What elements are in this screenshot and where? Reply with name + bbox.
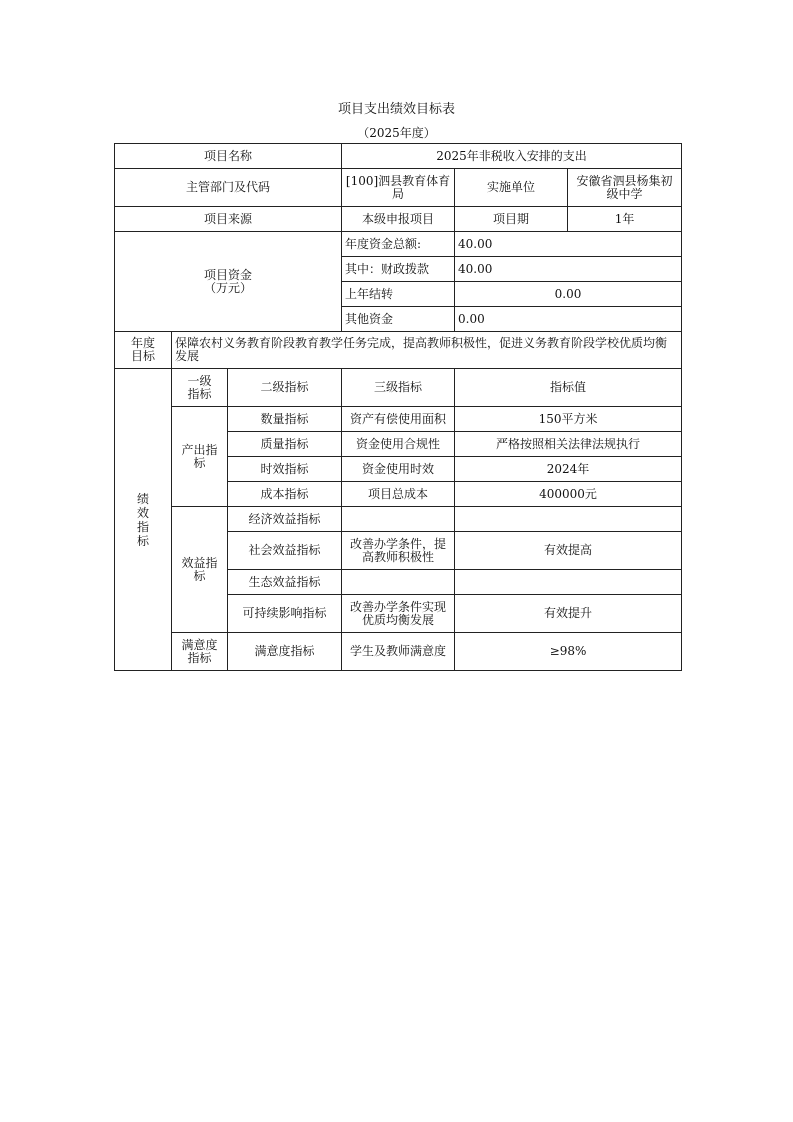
header-level2: 二级指标 <box>228 369 342 407</box>
satisfaction-indicator-label: 满意度 指标 <box>172 633 228 671</box>
level3-cell <box>342 507 455 532</box>
level3-cell: 资金使用合规性 <box>342 432 455 457</box>
dept-label: 主管部门及代码 <box>115 169 342 207</box>
performance-table <box>114 143 682 671</box>
project-name-label: 项目名称 <box>115 144 342 169</box>
value-cell: 有效提升 <box>455 595 682 633</box>
level3-cell: 改善办学条件实现 优质均衡发展 <box>342 595 455 633</box>
level2-cell: 质量指标 <box>228 432 342 457</box>
level3-cell: 学生及教师满意度 <box>342 633 455 671</box>
level2-cell: 数量指标 <box>228 407 342 432</box>
header-level1: 一级 指标 <box>172 369 228 407</box>
period-value: 1年 <box>568 207 682 232</box>
impl-unit-value: 安徽省泗县杨集初级中学 <box>568 169 682 207</box>
total-funds-value: 40.00 <box>455 232 682 257</box>
level2-cell: 时效指标 <box>228 457 342 482</box>
level3-cell: 改善办学条件，提 高教师积极性 <box>342 532 455 570</box>
other-funds-label: 其他资金 <box>342 307 455 332</box>
value-cell: ≥98% <box>455 633 682 671</box>
project-name-value: 2025年非税收入安排的支出 <box>342 144 682 169</box>
output-indicator-label: 产出指 标 <box>172 407 228 507</box>
header-value: 指标值 <box>455 369 682 407</box>
value-cell <box>455 570 682 595</box>
annual-goal-label: 年度 目标 <box>115 332 172 369</box>
level3-cell: 资金使用时效 <box>342 457 455 482</box>
level3-cell: 资产有偿使用面积 <box>342 407 455 432</box>
impl-unit-label: 实施单位 <box>455 169 568 207</box>
level2-cell: 社会效益指标 <box>228 532 342 570</box>
level2-cell: 生态效益指标 <box>228 570 342 595</box>
benefit-indicator-label: 效益指 标 <box>172 507 228 633</box>
carryover-value: 0.00 <box>455 282 682 307</box>
fiscal-funds-value: 40.00 <box>455 257 682 282</box>
page-title: 项目支出绩效目标表 <box>337 102 455 117</box>
level2-cell: 成本指标 <box>228 482 342 507</box>
level2-cell: 可持续影响指标 <box>228 595 342 633</box>
total-funds-label: 年度资金总额: <box>342 232 455 257</box>
value-cell: 150平方米 <box>455 407 682 432</box>
value-cell: 严格按照相关法律法规执行 <box>455 432 682 457</box>
source-value: 本级申报项目 <box>342 207 455 232</box>
other-funds-value: 0.00 <box>455 307 682 332</box>
header-level3: 三级指标 <box>342 369 455 407</box>
value-cell: 有效提高 <box>455 532 682 570</box>
performance-label: 绩效指标 <box>137 491 150 548</box>
level2-cell: 经济效益指标 <box>228 507 342 532</box>
level3-cell <box>342 570 455 595</box>
level3-cell: 项目总成本 <box>342 482 455 507</box>
performance-label-cell <box>115 369 172 671</box>
level2-cell: 满意度指标 <box>228 633 342 671</box>
value-cell: 400000元 <box>455 482 682 507</box>
funds-label: 项目资金 （万元） <box>115 232 342 332</box>
value-cell: 2024年 <box>455 457 682 482</box>
carryover-label: 上年结转 <box>342 282 455 307</box>
source-label: 项目来源 <box>115 207 342 232</box>
period-label: 项目期 <box>455 207 568 232</box>
fiscal-funds-label: 其中：财政拨款 <box>342 257 455 282</box>
page-year: （2025年度） <box>357 126 436 140</box>
annual-goal-text: 保障农村义务教育阶段教育教学任务完成，提高教师积极性，促进义务教育阶段学校优质均衡发展 <box>172 332 682 369</box>
value-cell <box>455 507 682 532</box>
dept-value: [100]泗县教育体育局 <box>342 169 455 207</box>
